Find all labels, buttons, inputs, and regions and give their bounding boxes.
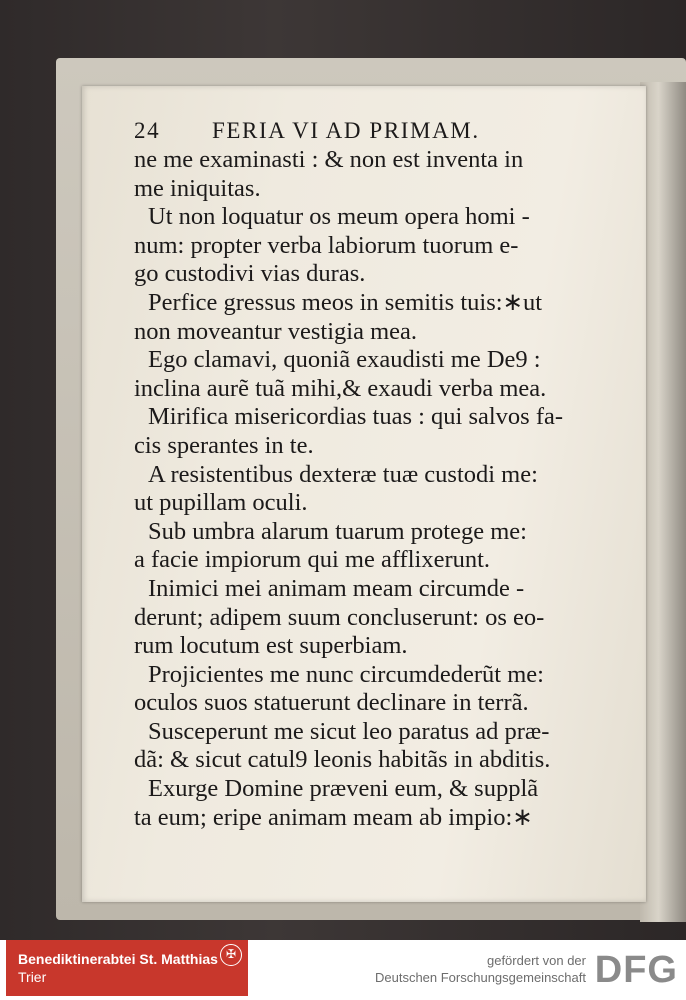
footer-bar bbox=[0, 940, 686, 1000]
institution-name: Benediktinerabtei St. Matthias bbox=[18, 951, 218, 967]
text-line: Mirifica misericordias tuas : qui salvos fa- bbox=[148, 403, 564, 431]
running-header bbox=[134, 116, 604, 146]
text-line: Exurge Domine præveni eum, & supplã bbox=[148, 775, 539, 803]
funder-line-2: Deutschen Forschungsgemeinschaft bbox=[374, 970, 586, 985]
institution-city: Trier bbox=[18, 969, 47, 985]
abbey-seal-icon: ✠ bbox=[220, 944, 242, 966]
institution-badge bbox=[6, 940, 248, 996]
text-line: num: propter verba labiorum tuorum e- bbox=[134, 231, 519, 259]
text-line: oculos suos statuerunt declinare in terrã. bbox=[134, 689, 529, 717]
text-line: inclina aurẽ tuã mihi,& exaudi verba mea. bbox=[134, 374, 547, 402]
text-line: Perfice gressus meos in semitis tuis:∗ut bbox=[148, 288, 543, 316]
text-line: A resistentibus dexteræ tuæ custodi me: bbox=[148, 460, 538, 488]
text-line: Projicientes me nunc circumdederũt me: bbox=[148, 660, 544, 688]
text-line: ta eum; eripe animam meam ab impio:∗ bbox=[134, 803, 533, 831]
text-line: derunt; adipem suum concluserunt: os eo- bbox=[134, 603, 545, 631]
text-line: Ut non loquatur os meum opera homi - bbox=[148, 203, 530, 231]
text-line: Inimici mei animam meam circumde - bbox=[148, 574, 525, 602]
text-line: a facie impiorum qui me afflixerunt. bbox=[134, 546, 491, 574]
text-line: ut pupillam oculi. bbox=[134, 489, 308, 517]
text-line: Sub umbra alarum tuarum protege me: bbox=[148, 517, 527, 545]
text-lines bbox=[134, 146, 604, 832]
text-line: Ego clamavi, quoniã exaudisti me De9 : bbox=[148, 346, 541, 374]
text-line: non moveantur vestigia mea. bbox=[134, 317, 418, 345]
text-line: cis sperantes in te. bbox=[134, 431, 314, 459]
text-line: me iniquitas. bbox=[134, 174, 261, 202]
running-title: FERIA VI AD PRIMAM. bbox=[212, 118, 480, 143]
dfg-logo: DFG bbox=[594, 949, 678, 991]
funder-text bbox=[375, 952, 586, 986]
text-line: dã: & sicut catul9 leonis habitãs in abditis. bbox=[134, 746, 551, 774]
page-number: 24 bbox=[134, 118, 161, 143]
funder-line-1: gefördert von der bbox=[486, 953, 586, 968]
book-page-edge bbox=[640, 82, 686, 922]
page-text bbox=[134, 116, 604, 832]
text-line: go custodivi vias duras. bbox=[134, 260, 366, 288]
text-line: Susceperunt me sicut leo paratus ad præ- bbox=[148, 717, 550, 745]
text-line: ne me examinasti : & non est inventa in bbox=[134, 146, 524, 173]
text-line: rum locutum est superbiam. bbox=[134, 632, 408, 660]
